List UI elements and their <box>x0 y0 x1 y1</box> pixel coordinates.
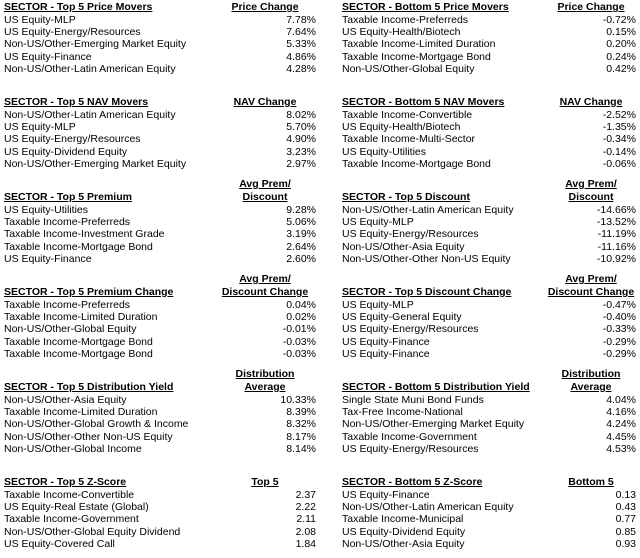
table-row <box>342 253 636 265</box>
table-row <box>342 526 636 538</box>
table-row <box>4 489 320 501</box>
table-title: SECTOR - Bottom 5 NAV Movers <box>342 96 505 108</box>
sector-value: 4.86% <box>286 50 316 63</box>
table-title: SECTOR - Top 5 Price Movers <box>4 1 153 13</box>
table-header <box>4 1 320 14</box>
table-row <box>4 513 320 525</box>
sector-value: 4.28% <box>286 62 316 75</box>
table-row <box>4 253 320 265</box>
sector-name: Taxable Income-Preferreds <box>342 14 469 26</box>
table-row <box>4 63 320 75</box>
sector-table-left <box>4 368 320 455</box>
sector-value: 2.22 <box>295 501 316 514</box>
table-row <box>342 241 636 253</box>
table-title: SECTOR - Top 5 Premium <box>4 191 132 203</box>
sector-name: US Equity-Health/Biotech <box>342 26 461 39</box>
sector-value: 0.15% <box>606 26 636 39</box>
sector-name: Taxable Income-Convertible <box>4 489 135 501</box>
sector-name: Taxable Income-Limited Duration <box>4 311 158 324</box>
column-header: NAV Change <box>233 96 297 108</box>
sector-name: US Equity-Finance <box>342 489 430 501</box>
sector-name: Non-US/Other-Asia Equity <box>342 537 465 550</box>
sector-name: US Equity-Finance <box>342 335 430 348</box>
column-header: Top 5 <box>251 476 279 488</box>
sector-value: -0.47% <box>602 299 636 311</box>
sector-value: -0.01% <box>282 323 316 336</box>
sector-name: Non-US/Other-Emerging Market Equity <box>4 38 187 51</box>
table-row <box>4 216 320 228</box>
column-header: Avg Prem/ Discount <box>239 178 291 203</box>
sector-name: US Equity-General Equity <box>342 311 462 324</box>
sector-value: 5.33% <box>286 38 316 51</box>
sector-value: 1.84 <box>295 537 316 550</box>
table-row <box>342 394 636 406</box>
column-header: Price Change <box>231 1 299 13</box>
table-row <box>4 418 320 430</box>
sector-value: -2.52% <box>602 109 636 121</box>
sector-value: 0.77 <box>615 513 636 526</box>
table-row <box>342 63 636 75</box>
table-row <box>4 109 320 121</box>
table-row <box>342 311 636 323</box>
sector-value: -0.03% <box>282 335 316 348</box>
sector-value: 2.08 <box>295 525 316 538</box>
table-header <box>342 368 636 394</box>
sector-table-right <box>342 1 636 75</box>
sector-value: 8.02% <box>286 109 316 121</box>
table-row <box>342 501 636 513</box>
sector-value: -0.14% <box>602 145 636 158</box>
sector-name: Non-US/Other-Latin American Equity <box>4 109 176 121</box>
sector-name: Non-US/Other-Global Income <box>4 442 142 455</box>
sector-name: US Equity-Energy/Resources <box>4 26 141 39</box>
sector-value: -11.16% <box>597 240 636 253</box>
column-header: Avg Prem/ Discount Change <box>221 273 309 298</box>
sector-value: 0.93 <box>615 537 636 550</box>
sector-table-right <box>342 273 636 360</box>
table-header <box>4 96 320 109</box>
table-row <box>342 336 636 348</box>
sector-value: 2.60% <box>286 252 316 265</box>
sector-value: 10.33% <box>280 394 316 406</box>
sector-name: US Equity-Energy/Resources <box>4 133 141 146</box>
sector-value: 8.39% <box>286 406 316 419</box>
sector-name: US Equity-Energy/Resources <box>342 228 479 241</box>
table-row <box>342 158 636 170</box>
sector-value: -0.34% <box>602 133 636 146</box>
sector-table-left <box>4 178 320 265</box>
sector-value: 5.70% <box>286 121 316 134</box>
sector-value: -0.29% <box>602 347 636 360</box>
sector-name: Taxable Income-Convertible <box>342 109 473 121</box>
sector-value: -0.06% <box>602 157 636 170</box>
table-row <box>342 51 636 63</box>
sector-value: 3.23% <box>286 145 316 158</box>
sector-value: 5.06% <box>286 216 316 229</box>
table-row <box>4 501 320 513</box>
table-title: SECTOR - Top 5 Distribution Yield <box>4 381 174 393</box>
table-row <box>4 241 320 253</box>
table-row <box>342 133 636 145</box>
sector-value: 4.45% <box>606 430 636 443</box>
sector-name: Taxable Income-Mortgage Bond <box>342 50 491 63</box>
sector-name: Taxable Income-Limited Duration <box>342 38 496 51</box>
table-header <box>4 273 320 299</box>
sector-name: US Equity-Energy/Resources <box>342 442 479 455</box>
sector-name: Taxable Income-Mortgage Bond <box>4 347 153 360</box>
sector-value: -0.40% <box>602 311 636 324</box>
table-row <box>4 51 320 63</box>
table-row <box>4 538 320 550</box>
sector-table-right <box>342 178 636 265</box>
sector-value: 7.64% <box>286 26 316 39</box>
sector-value: 0.85 <box>615 525 636 538</box>
sector-name: Single State Muni Bond Funds <box>342 394 484 406</box>
column-header: Distribution Average <box>235 368 295 393</box>
table-title: SECTOR - Bottom 5 Z-Score <box>342 476 483 488</box>
table-header <box>342 178 636 204</box>
table-row <box>342 418 636 430</box>
sector-name: Non-US/Other-Latin American Equity <box>4 62 176 75</box>
table-row <box>342 406 636 418</box>
table-row <box>4 348 320 360</box>
table-row <box>342 513 636 525</box>
table-row <box>4 394 320 406</box>
sector-name: Non-US/Other-Global Growth & Income <box>4 418 189 431</box>
table-row <box>4 311 320 323</box>
sector-name: Taxable Income-Multi-Sector <box>342 133 476 146</box>
sector-value: 8.32% <box>286 418 316 431</box>
table-row <box>342 38 636 50</box>
sector-value: 4.16% <box>606 406 636 419</box>
table-row <box>4 158 320 170</box>
sector-value: -11.19% <box>597 228 636 241</box>
table-header <box>342 476 636 489</box>
table-row <box>4 299 320 311</box>
sector-name: Non-US/Other-Latin American Equity <box>342 204 514 216</box>
sector-name: Taxable Income-Municipal <box>342 513 464 526</box>
table-row <box>4 336 320 348</box>
sector-value: 7.78% <box>286 14 316 26</box>
sector-name: Non-US/Other-Other Non-US Equity <box>4 430 173 443</box>
table-row <box>4 406 320 418</box>
sector-name: Non-US/Other-Emerging Market Equity <box>342 418 525 431</box>
sector-value: 0.13 <box>615 489 636 501</box>
sector-value: 2.64% <box>286 240 316 253</box>
table-row <box>342 204 636 216</box>
sector-name: Taxable Income-Mortgage Bond <box>342 157 491 170</box>
sector-table-left <box>4 476 320 550</box>
table-row <box>4 38 320 50</box>
table-row <box>4 228 320 240</box>
sector-value: 4.90% <box>286 133 316 146</box>
table-row <box>342 146 636 158</box>
sector-table-right <box>342 368 636 455</box>
sector-value: -0.33% <box>602 323 636 336</box>
sector-name: Non-US/Other-Other Non-US Equity <box>342 252 511 265</box>
sector-name: Taxable Income-Limited Duration <box>4 406 158 419</box>
table-header <box>4 368 320 394</box>
table-row <box>4 204 320 216</box>
column-header: Distribution Average <box>561 368 621 393</box>
sector-value: 8.14% <box>286 442 316 455</box>
table-row <box>342 109 636 121</box>
sector-name: US Equity-MLP <box>4 14 76 26</box>
sector-name: Taxable Income-Government <box>4 513 139 526</box>
table-row <box>342 489 636 501</box>
table-row <box>342 348 636 360</box>
sector-name: Tax-Free Income-National <box>342 406 463 419</box>
sector-value: 0.20% <box>606 38 636 51</box>
table-row <box>4 121 320 133</box>
sector-name: Non-US/Other-Asia Equity <box>342 240 465 253</box>
sector-name: Taxable Income-Mortgage Bond <box>4 335 153 348</box>
table-title: SECTOR - Bottom 5 Distribution Yield <box>342 381 530 393</box>
sector-name: Non-US/Other-Asia Equity <box>4 394 127 406</box>
sector-table-left <box>4 273 320 360</box>
table-row <box>4 133 320 145</box>
sector-name: US Equity-Dividend Equity <box>4 145 128 158</box>
table-row <box>4 146 320 158</box>
table-row <box>342 299 636 311</box>
sector-value: -1.35% <box>602 121 636 134</box>
sector-value: 0.04% <box>286 299 316 311</box>
column-header: NAV Change <box>559 96 623 108</box>
sector-name: US Equity-MLP <box>342 216 414 229</box>
table-row <box>4 26 320 38</box>
table-row <box>4 443 320 455</box>
sector-name: Taxable Income-Government <box>342 430 477 443</box>
sector-value: 8.17% <box>286 430 316 443</box>
sector-value: 3.19% <box>286 228 316 241</box>
sector-name: Taxable Income-Investment Grade <box>4 228 165 241</box>
table-row <box>342 121 636 133</box>
sector-table-left <box>4 96 320 170</box>
table-title: SECTOR - Bottom 5 Price Movers <box>342 1 509 13</box>
sector-name: Non-US/Other-Emerging Market Equity <box>4 157 187 170</box>
sector-value: 9.28% <box>286 204 316 216</box>
table-row <box>4 526 320 538</box>
sector-value: 2.37 <box>295 489 316 501</box>
sector-value: -13.52% <box>596 216 636 229</box>
sector-table-left <box>4 1 320 75</box>
table-row <box>342 26 636 38</box>
sector-value: 0.24% <box>606 50 636 63</box>
table-header <box>4 476 320 489</box>
sector-name: US Equity-MLP <box>342 299 414 311</box>
table-header <box>342 1 636 14</box>
sector-name: US Equity-Finance <box>4 252 92 265</box>
sector-name: US Equity-Energy/Resources <box>342 323 479 336</box>
sector-table-right <box>342 96 636 170</box>
table-header <box>342 273 636 299</box>
sector-name: US Equity-MLP <box>4 121 76 134</box>
table-header <box>342 96 636 109</box>
sector-name: US Equity-Utilities <box>4 204 89 216</box>
sector-value: 4.24% <box>606 418 636 431</box>
sector-name: US Equity-Finance <box>342 347 430 360</box>
table-row <box>342 14 636 26</box>
sector-value: 4.04% <box>606 394 636 406</box>
sector-name: US Equity-Covered Call <box>4 537 115 550</box>
table-row <box>342 443 636 455</box>
table-row <box>4 14 320 26</box>
column-header: Price Change <box>557 1 625 13</box>
column-header: Avg Prem/ Discount Change <box>547 273 635 298</box>
sector-name: US Equity-Real Estate (Global) <box>4 501 149 514</box>
table-row <box>342 228 636 240</box>
sector-value: -0.72% <box>602 14 636 26</box>
sector-name: US Equity-Finance <box>4 50 92 63</box>
sector-name: Taxable Income-Preferreds <box>4 216 131 229</box>
table-title: SECTOR - Top 5 NAV Movers <box>4 96 149 108</box>
sector-value: 0.43 <box>615 501 636 514</box>
sector-value: -10.92% <box>596 252 636 265</box>
table-title: SECTOR - Top 5 Discount Change <box>342 286 512 298</box>
table-title: SECTOR - Top 5 Premium Change <box>4 286 174 298</box>
sector-name: Taxable Income-Preferreds <box>4 299 131 311</box>
sector-name: Non-US/Other-Global Equity <box>342 62 475 75</box>
sector-value: -0.29% <box>602 335 636 348</box>
sector-value: -14.66% <box>596 204 636 216</box>
sector-value: 2.97% <box>286 157 316 170</box>
column-header: Avg Prem/ Discount <box>565 178 617 203</box>
sector-name: Taxable Income-Mortgage Bond <box>4 240 153 253</box>
sector-name: US Equity-Dividend Equity <box>342 525 466 538</box>
table-row <box>342 323 636 335</box>
sector-value: 4.53% <box>606 442 636 455</box>
sector-name: Non-US/Other-Latin American Equity <box>342 501 514 514</box>
table-row <box>4 323 320 335</box>
sector-name: Non-US/Other-Global Equity Dividend <box>4 525 181 538</box>
table-title: SECTOR - Top 5 Z-Score <box>4 476 127 488</box>
sector-value: 0.02% <box>286 311 316 324</box>
table-header <box>4 178 320 204</box>
sector-value: 2.11 <box>296 513 316 526</box>
table-row <box>342 538 636 550</box>
sector-table-right <box>342 476 636 550</box>
column-header: Bottom 5 <box>568 476 614 488</box>
sector-value: -0.03% <box>282 347 316 360</box>
sector-value: 0.42% <box>606 62 636 75</box>
table-title: SECTOR - Top 5 Discount <box>342 191 470 203</box>
sector-name: Non-US/Other-Global Equity <box>4 323 137 336</box>
sector-name: US Equity-Utilities <box>342 145 427 158</box>
sector-name: US Equity-Health/Biotech <box>342 121 461 134</box>
table-row <box>342 431 636 443</box>
table-row <box>4 431 320 443</box>
table-row <box>342 216 636 228</box>
